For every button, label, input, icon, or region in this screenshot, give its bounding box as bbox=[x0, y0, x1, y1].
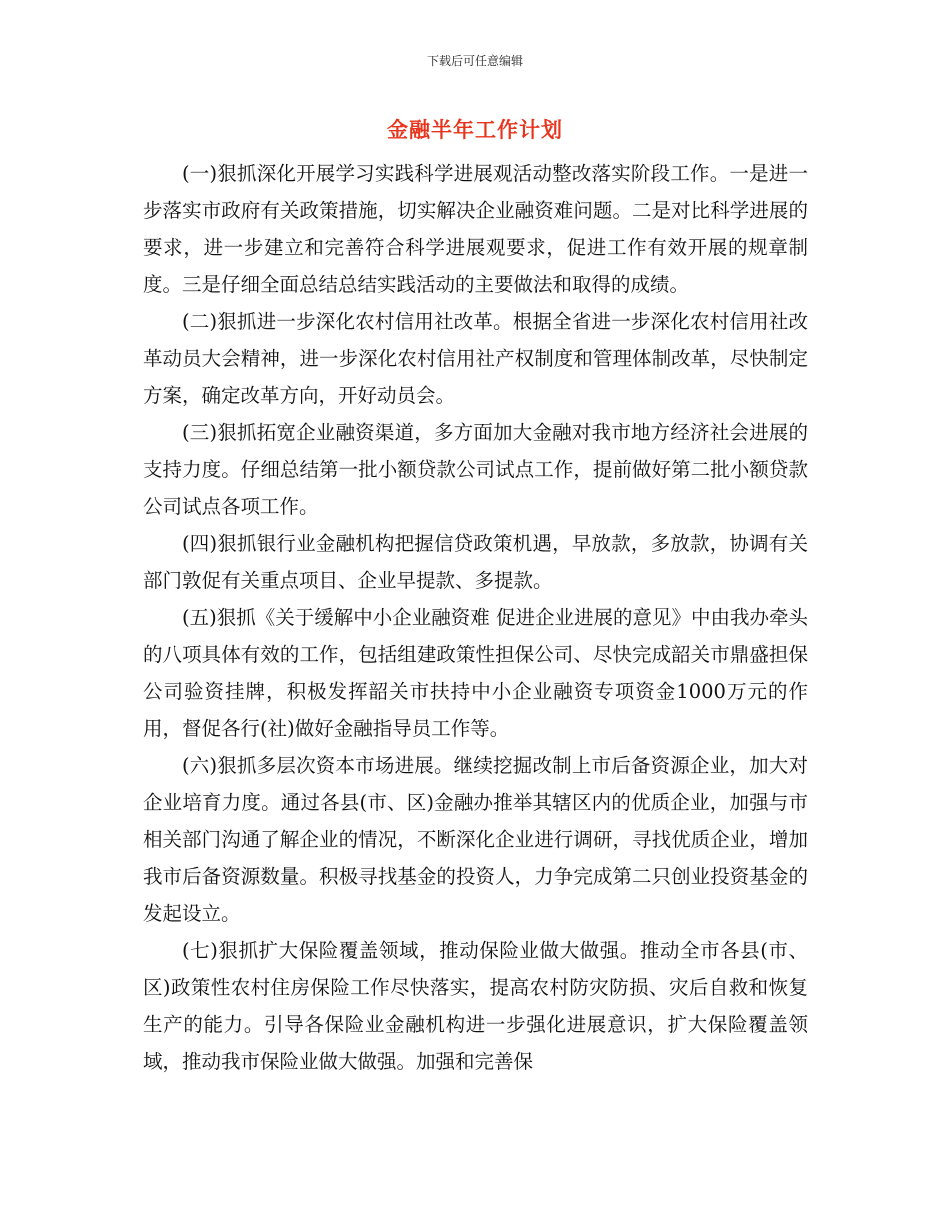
paragraph-5: (五)狠抓《关于缓解中小企业融资难 促进企业进展的意见》中由我办牵头的八项具体有效的工作，包括组建政策性担保公司、尽快完成韶关市鼎盛担保公司验资挂牌，积极发挥韶关市扶持中小企业融资专项资金1000万元的作用，督促各行(社)做好金融指导员工作等。 bbox=[143, 606, 808, 740]
paragraph-2: (二)狠抓进一步深化农村信用社改革。根据全省进一步深化农村信用社改革动员大会精神，进一步深化农村信用社产权制度和管理体制改革，尽快制定方案，确定改革方向，开好动员会。 bbox=[143, 310, 808, 407]
document-body bbox=[143, 155, 808, 1080]
document-title: 金融半年工作计划 bbox=[387, 118, 563, 142]
paragraph-3: (三)狠抓拓宽企业融资渠道，多方面加大金融对我市地方经济社会进展的支持力度。仔细总结第一批小额贷款公司试点工作，提前做好第二批小额贷款公司试点各项工作。 bbox=[143, 421, 808, 518]
paragraph-7: (七)狠抓扩大保险覆盖领域，推动保险业做大做强。推动全市各县(市、区)政策性农村住房保险工作尽快落实，提高农村防灾防损、灾后自救和恢复生产的能力。引导各保险业金融机构进一步强化进展意识，扩大保险覆盖领域，推动我市保险业做大做强。加强和完善保 bbox=[143, 939, 808, 1073]
paragraph-1: (一)狠抓深化开展学习实践科学进展观活动整改落实阶段工作。一是进一步落实市政府有关政策措施，切实解决企业融资难问题。二是对比科学进展的要求，进一步建立和完善符合科学进展观要求，促进工作有效开展的规章制度。三是仔细全面总结总结实践活动的主要做法和取得的成绩。 bbox=[143, 162, 808, 296]
paragraph-6: (六)狠抓多层次资本市场进展。继续挖掘改制上市后备资源企业，加大对企业培育力度。通过各县(市、区)金融办推举其辖区内的优质企业，加强与市相关部门沟通了解企业的情况，不断深化企业进行调研，寻找优质企业，增加我市后备资源数量。积极寻找基金的投资人，力争完成第二只创业投资基金的发起设立。 bbox=[143, 754, 808, 925]
paragraph-4: (四)狠抓银行业金融机构把握信贷政策机遇，早放款，多放款，协调有关部门敦促有关重点项目、企业早提款、多提款。 bbox=[143, 532, 808, 592]
page-header: 下载后可任意编辑 bbox=[426, 54, 523, 68]
